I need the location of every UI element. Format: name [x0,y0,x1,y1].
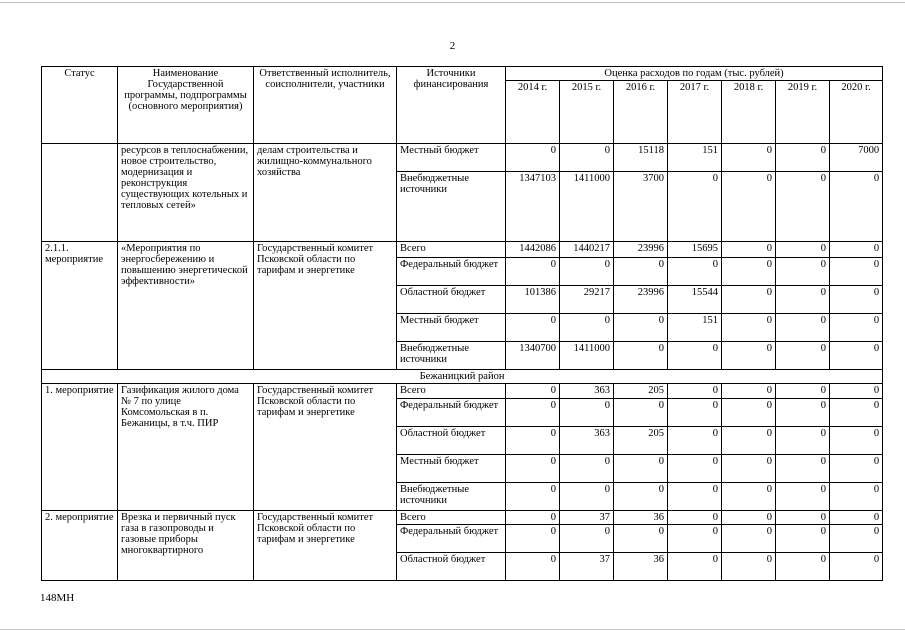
value-cell: 1442086 [506,242,560,258]
value-cell: 0 [560,144,614,172]
value-cell: 0 [506,384,560,399]
value-cell: 0 [776,258,830,286]
value-cell: 0 [614,399,668,427]
value-cell: 205 [614,384,668,399]
value-cell: 1340700 [506,342,560,370]
value-cell: 3700 [614,172,668,242]
value-cell: 0 [506,483,560,511]
value-cell: 1411000 [560,342,614,370]
value-cell: 0 [830,384,883,399]
value-cell: 363 [560,427,614,455]
source-cell: Всего [397,242,506,258]
value-cell: 0 [776,342,830,370]
value-cell: 0 [722,172,776,242]
source-cell: Областной бюджет [397,427,506,455]
value-cell: 0 [614,342,668,370]
value-cell: 0 [722,258,776,286]
value-cell: 15544 [668,286,722,314]
value-cell: 0 [776,455,830,483]
value-cell: 1411000 [560,172,614,242]
value-cell: 0 [668,427,722,455]
value-cell: 0 [830,172,883,242]
value-cell: 0 [668,258,722,286]
value-cell: 0 [722,314,776,342]
value-cell: 23996 [614,242,668,258]
value-cell: 0 [722,286,776,314]
header-sources: Источники финансирования [397,67,506,144]
value-cell: 0 [776,384,830,399]
value-cell: 0 [722,511,776,525]
header-responsible: Ответственный исполнитель, соисполнители, участники [254,67,397,144]
value-cell: 0 [614,525,668,553]
value-cell: 36 [614,511,668,525]
value-cell: 0 [722,525,776,553]
program-name-cell: ресурсов в теплоснабжении, новое строительство, модернизация и реконструкция существующих котельных и тепловых сетей» [118,144,254,242]
source-cell: Областной бюджет [397,553,506,581]
value-cell: 0 [830,553,883,581]
value-cell: 0 [722,553,776,581]
table-row [42,384,883,399]
value-cell: 0 [506,144,560,172]
value-cell: 0 [506,455,560,483]
value-cell: 0 [668,553,722,581]
value-cell: 0 [830,399,883,427]
value-cell: 0 [668,172,722,242]
value-cell: 0 [614,455,668,483]
header-year: 2019 г. [776,81,830,144]
table-row [42,144,883,172]
program-name-cell: «Мероприятия по энергосбережению и повышению энергетической эффективности» [118,242,254,370]
value-cell: 0 [776,553,830,581]
table-row [42,370,883,384]
status-cell: 1. мероприятие [42,384,118,511]
value-cell: 0 [830,314,883,342]
header-estimate: Оценка расходов по годам (тыс. рублей) [506,67,883,81]
responsible-cell: Государственный комитет Псковской области по тарифам и энергетике [254,384,397,511]
value-cell: 151 [668,144,722,172]
source-cell: Федеральный бюджет [397,399,506,427]
value-cell: 0 [776,427,830,455]
source-cell: Областной бюджет [397,286,506,314]
value-cell: 0 [506,314,560,342]
footer-code: 148МН [40,592,75,604]
value-cell: 0 [506,427,560,455]
program-name-cell: Врезка и первичный пуск газа в газопроводы и газовые приборы многоквартирного [118,511,254,581]
value-cell: 0 [506,399,560,427]
header-year: 2018 г. [722,81,776,144]
value-cell: 0 [506,553,560,581]
page-number: 2 [449,40,456,52]
value-cell: 0 [614,483,668,511]
value-cell: 37 [560,553,614,581]
value-cell: 23996 [614,286,668,314]
source-cell: Внебюджетные источники [397,483,506,511]
table-row [42,242,883,258]
value-cell: 0 [830,455,883,483]
value-cell: 0 [722,483,776,511]
value-cell: 36 [614,553,668,581]
value-cell: 0 [560,314,614,342]
value-cell: 0 [776,286,830,314]
source-cell: Всего [397,511,506,525]
responsible-cell: Государственный комитет Псковской области по тарифам и энергетике [254,511,397,581]
value-cell: 0 [722,399,776,427]
source-cell: Всего [397,384,506,399]
source-cell: Внебюджетные источники [397,172,506,242]
source-cell: Федеральный бюджет [397,258,506,286]
value-cell: 0 [830,483,883,511]
source-cell: Местный бюджет [397,455,506,483]
value-cell: 0 [506,525,560,553]
value-cell: 0 [830,511,883,525]
value-cell: 0 [560,483,614,511]
value-cell: 0 [668,483,722,511]
value-cell: 151 [668,314,722,342]
responsible-cell: Государственный комитет Псковской области по тарифам и энергетике [254,242,397,370]
value-cell: 0 [776,483,830,511]
source-cell: Местный бюджет [397,144,506,172]
value-cell: 0 [830,342,883,370]
value-cell: 0 [722,242,776,258]
value-cell: 0 [830,286,883,314]
value-cell: 0 [668,511,722,525]
header-year: 2020 г. [830,81,883,144]
value-cell: 0 [722,455,776,483]
value-cell: 15118 [614,144,668,172]
value-cell: 0 [668,384,722,399]
value-cell: 1347103 [506,172,560,242]
value-cell: 0 [668,455,722,483]
program-name-cell: Газификация жилого дома № 7 по улице Комсомольская в п. Бежаницы, в т.ч. ПИР [118,384,254,511]
value-cell: 0 [506,511,560,525]
value-cell: 0 [560,258,614,286]
source-cell: Федеральный бюджет [397,525,506,553]
header-year: 2017 г. [668,81,722,144]
value-cell: 205 [614,427,668,455]
responsible-cell: делам строительства и жилищно-коммунального хозяйства [254,144,397,242]
value-cell: 0 [776,172,830,242]
value-cell: 101386 [506,286,560,314]
source-cell: Внебюджетные источники [397,342,506,370]
source-cell: Местный бюджет [397,314,506,342]
status-cell: 2. мероприятие [42,511,118,581]
value-cell: 7000 [830,144,883,172]
value-cell: 0 [830,427,883,455]
header-year: 2016 г. [614,81,668,144]
value-cell: 0 [722,144,776,172]
value-cell: 0 [776,242,830,258]
status-cell: 2.1.1. мероприятие [42,242,118,370]
value-cell: 0 [560,525,614,553]
value-cell: 37 [560,511,614,525]
value-cell: 0 [776,511,830,525]
value-cell: 0 [506,258,560,286]
value-cell: 0 [776,314,830,342]
header-name: Наименование Государственной программы, подпрограммы (основного мероприятия) [118,67,254,144]
value-cell: 0 [722,384,776,399]
scan-edge-top [0,2,905,3]
value-cell: 363 [560,384,614,399]
header-year: 2014 г. [506,81,560,144]
value-cell: 0 [668,342,722,370]
value-cell: 0 [614,314,668,342]
status-cell [42,144,118,242]
value-cell: 0 [614,258,668,286]
value-cell: 15695 [668,242,722,258]
value-cell: 29217 [560,286,614,314]
value-cell: 0 [722,427,776,455]
region-title: Бежаницкий район [42,370,883,384]
value-cell: 0 [560,455,614,483]
value-cell: 0 [722,342,776,370]
value-cell: 0 [830,258,883,286]
header-status: Статус [42,67,118,144]
value-cell: 0 [776,525,830,553]
value-cell: 0 [830,525,883,553]
header-year: 2015 г. [560,81,614,144]
table-row [42,511,883,525]
scan-edge-bottom [0,629,905,630]
value-cell: 0 [668,525,722,553]
value-cell: 0 [776,144,830,172]
value-cell: 1440217 [560,242,614,258]
value-cell: 0 [560,399,614,427]
value-cell: 0 [776,399,830,427]
value-cell: 0 [830,242,883,258]
value-cell: 0 [668,399,722,427]
expenditure-table [41,66,883,581]
